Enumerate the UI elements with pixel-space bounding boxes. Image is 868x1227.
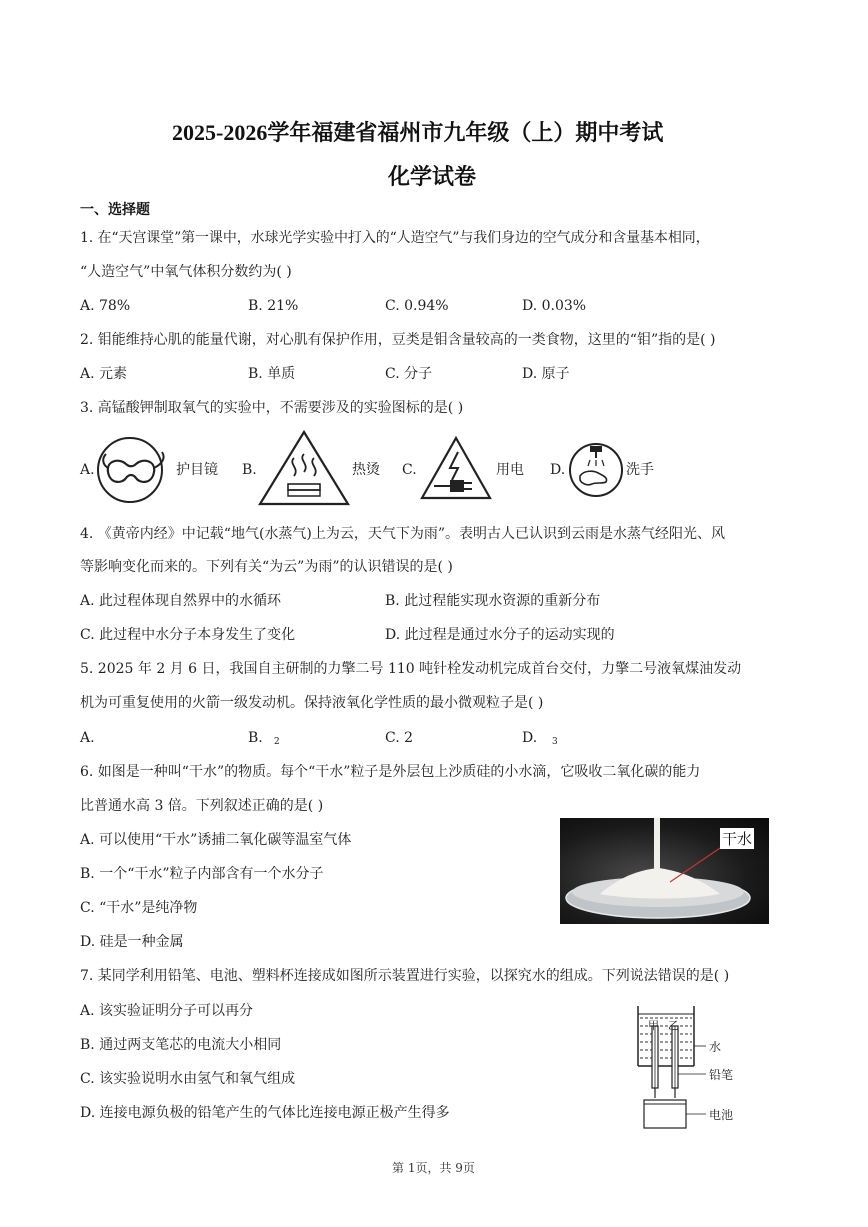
question-1-option-b: B. 21% <box>248 298 299 314</box>
electrolysis-label-jia: 甲 <box>648 1019 659 1032</box>
question-5-option-c: C. 2 <box>385 730 414 746</box>
exam-subject-title: 化学试卷 <box>388 164 477 189</box>
question-2-option-d: D. 原子 <box>522 366 570 382</box>
dry-water-label: 干水 <box>722 830 753 848</box>
question-7-option-a: A. 该实验证明分子可以再分 <box>80 1003 254 1019</box>
question-4-option-a: A. 此过程体现自然界中的水循环 <box>80 593 282 609</box>
question-3-option-b: B. <box>242 462 257 478</box>
question-4-option-d: D. 此过程是通过水分子的运动实现的 <box>385 627 615 643</box>
question-4-stem-line-1: 4. 《黄帝内经》中记载“地气(水蒸气)上为云，天气下为雨”。表明古人已认识到云雨是水蒸气经阳光、风 <box>80 526 726 542</box>
page-number-footer: 第 1页，共 9页 <box>392 1161 475 1175</box>
question-7-stem: 7. 某同学利用铅笔、电池、塑料杯连接成如图所示装置进行实验，以探究水的组成。下列说法错误的是( ) <box>80 968 730 984</box>
question-6-option-d: D. 硅是一种金属 <box>80 934 184 950</box>
electrolysis-label-yi: 乙 <box>668 1019 679 1032</box>
question-5-stem-line-1: 5. 2025 年 2 月 6 日，我国自主研制的力擎二号 110 吨针栓发动机完成首台交付，力擎二号液氧煤油发动 <box>80 661 742 677</box>
question-2-option-a: A. 元素 <box>80 366 128 382</box>
question-1-option-a: A. 78% <box>80 298 131 314</box>
question-5-option-b-subscript: 2 <box>274 737 280 747</box>
question-3-option-d: D. <box>550 462 566 478</box>
section-heading: 一、选择题 <box>80 202 150 218</box>
exam-title: 2025-2026学年福建省福州市九年级（上）期中考试 <box>172 120 664 145</box>
question-1-option-d: D. 0.03% <box>522 298 587 314</box>
hot-surface-label: 热烫 <box>352 462 380 478</box>
goggles-icon <box>96 434 168 506</box>
question-5-stem-line-2: 机为可重复使用的火箭一级发动机。保持液氧化学性质的最小微观粒子是( ) <box>80 695 544 711</box>
electrolysis-label-pencil: 铅笔 <box>709 1068 734 1082</box>
question-3-option-c: C. <box>402 462 417 478</box>
question-4-stem-line-2: 等影响变化而来的。下列有关“为云”为雨”的认识错误的是( ) <box>80 559 453 575</box>
question-4-option-b: B. 此过程能实现水资源的重新分布 <box>385 593 601 609</box>
wash-hands-label: 洗手 <box>626 462 654 478</box>
electrolysis-label-battery: 电池 <box>709 1108 734 1122</box>
question-6-stem-line-2: 比普通水高 3 倍。下列叙述正确的是( ) <box>80 798 324 814</box>
question-1-stem-line-2: “人造空气”中氧气体积分数约为( ) <box>80 264 292 280</box>
question-5-option-d: D. <box>522 730 538 746</box>
hot-surface-icon <box>258 430 350 506</box>
question-5-option-b: B. <box>248 730 263 746</box>
question-1-stem-line-1: 1. 在“天宫课堂”第一课中，水球光学实验中打入的“人造空气”与我们身边的空气成分和含量基本相同， <box>80 230 710 246</box>
question-5-option-a: A. <box>80 730 95 746</box>
electrolysis-label-water: 水 <box>709 1040 722 1054</box>
question-6-stem-line-1: 6. 如图是一种叫“干水”的物质。每个“干水”粒子是外层包上沙质硅的小水滴，它吸收二氧化碳的能力 <box>80 764 701 780</box>
question-2-option-c: C. 分子 <box>385 366 433 382</box>
question-3-stem: 3. 高锰酸钾制取氧气的实验中，不需要涉及的实验图标的是( ) <box>80 400 464 416</box>
wash-hands-icon <box>568 440 628 500</box>
question-1-option-c: C. 0.94% <box>385 298 449 314</box>
question-7-option-d: D. 连接电源负极的铅笔产生的气体比连接电源正极产生得多 <box>80 1105 450 1121</box>
electricity-label: 用电 <box>496 462 524 478</box>
question-6-option-b: B. 一个“干水”粒子内部含有一个水分子 <box>80 866 324 882</box>
electricity-icon <box>420 436 492 500</box>
question-2-option-b: B. 单质 <box>248 366 296 382</box>
question-3-option-a: A. <box>80 462 95 478</box>
question-4-option-c: C. 此过程中水分子本身发生了变化 <box>80 627 296 643</box>
goggles-label: 护目镜 <box>176 462 218 478</box>
question-7-option-b: B. 通过两支笔芯的电流大小相同 <box>80 1037 282 1053</box>
question-2-stem: 2. 钼能维持心肌的能量代谢，对心肌有保护作用，豆类是钼含量较高的一类食物，这里的“钼”指的是( ) <box>80 332 716 348</box>
question-6-option-a: A. 可以使用“干水”诱捕二氧化碳等温室气体 <box>80 832 352 848</box>
question-7-option-c: C. 该实验说明水由氢气和氧气组成 <box>80 1071 296 1087</box>
dry-water-photo <box>560 818 769 924</box>
question-6-option-c: C. “干水”是纯净物 <box>80 900 198 916</box>
question-5-option-d-subscript: 3 <box>552 737 558 747</box>
